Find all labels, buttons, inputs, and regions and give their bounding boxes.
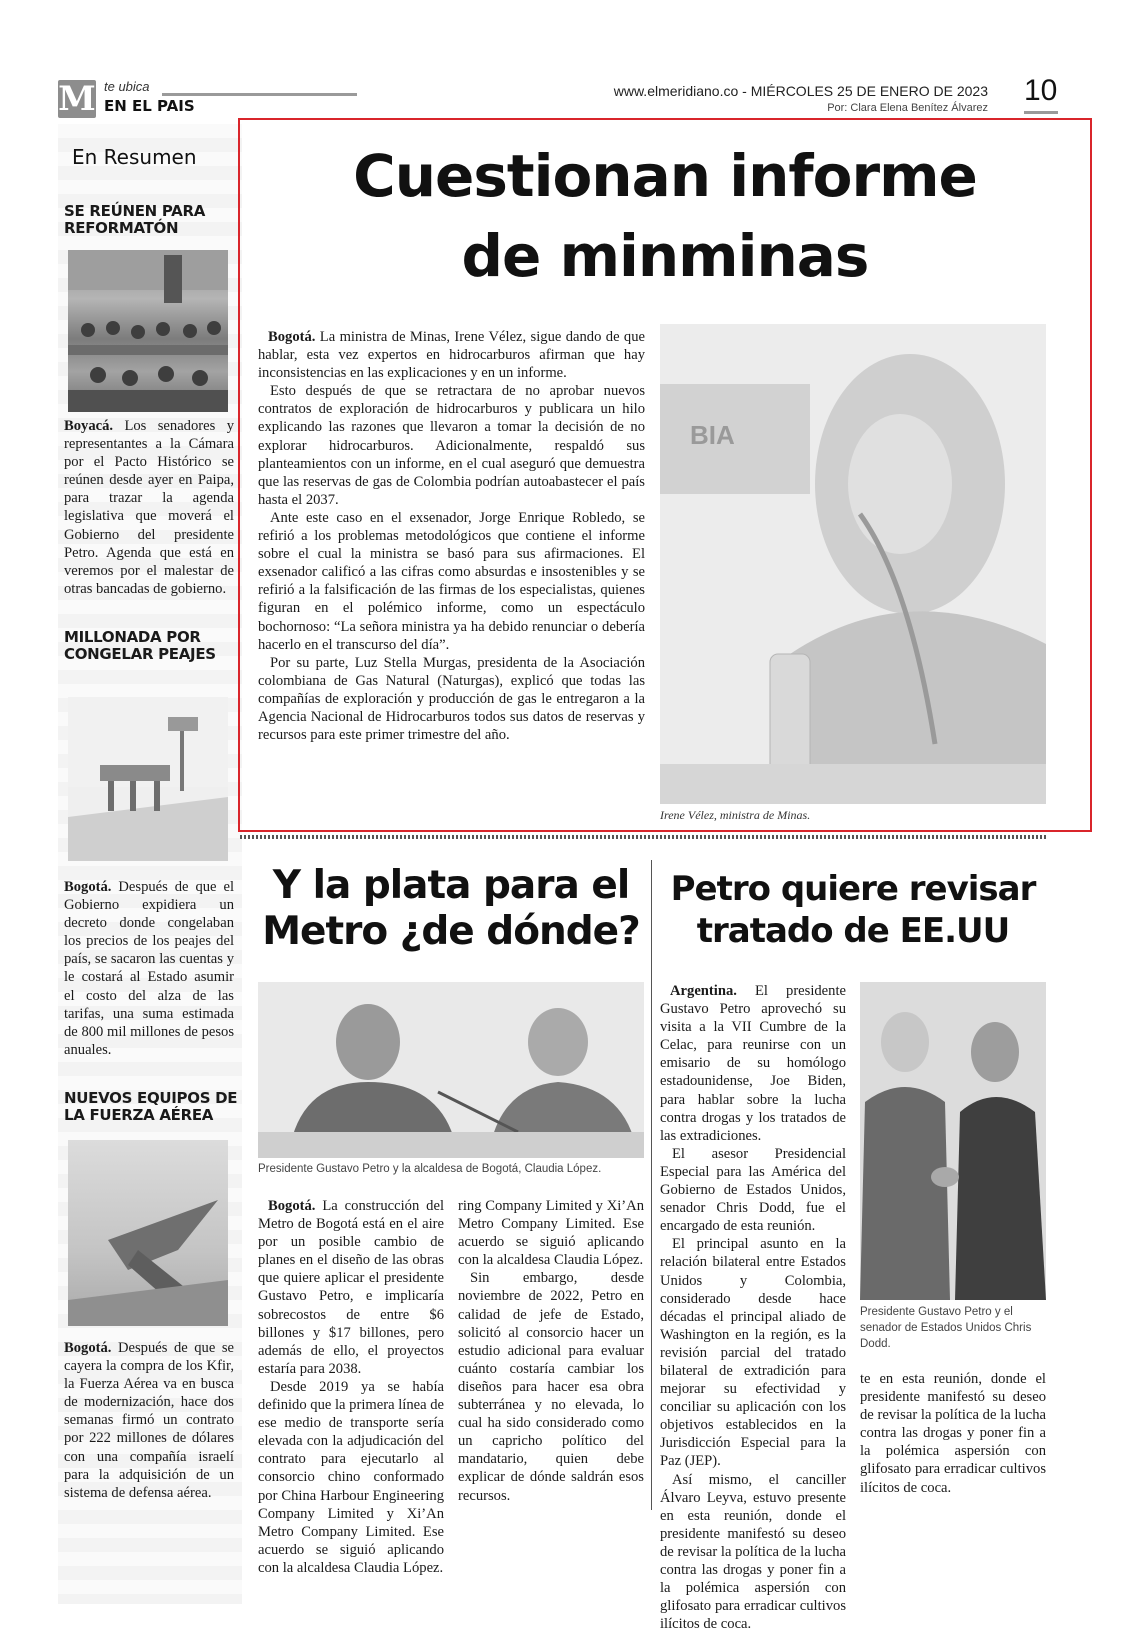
logo: M [58,79,96,119]
metro-body-col2: ring Company Limited y Xi’An Metro Company Limited. Ese acuerdo se siguió aplicando con la alcaldesa Claudia López. Sin embargo, desde noviembre de 2022, Petro en calidad de jefe de Estado, solicitó al consorcio hacer un estudio adicional para evaluar cuánto costaría cambiar los diseños para hacer esa obra subterránea y no elevada, lo cual ha sido considerado como un capricho político del mandatario, quien debe explicar de dónde saldrán esos recursos. [458,1198,644,1504]
tagline-rule [162,93,357,96]
toll-booth-image [68,697,228,861]
metro-continued: ring Company Limited y Xi’An Metro Company Limited. Ese acuerdo se siguió aplicando con la alcaldesa Claudia López. [458,1198,644,1269]
sidebar-item-heading: MILLONADA POR CONGELAR PEAJES [64,628,216,663]
main-article-body: Bogotá. La ministra de Minas, Irene Vélez, sigue dando de que hablar, esta vez expertos en hidrocarburos afirman que hay inconsistencias en las explicaciones y en un informe. Esto después de que se retractara de no aprobar nuevos contratos de exploración de hidrocarburos y publicara un hilo explicando las razones que llevaron a tomar la decisión de no explorar hidrocarburos. Adicionalmente, respaldó sus planteamientos con un informe, en el cual aseguró que demuestra que las reservas de gas de Colombia podrían autoabastecer el país hasta el 2037. Ante este caso en el exsenador, Jorge Enrique Robledo, se refirió a los problemas metodológicos que contiene el informe sobre el cual la ministra se basó para sus afirmaciones. El exsenador calificó a las cifras como absurdas e insostenibles y se refirió a la falsificación de las firmas de los especialistas, quienes figuran en el polémico informe, como un espectáculo bochornoso: “La señora ministra ya ha debido renunciar o debería hacerlo en el transcurso del día”. Por su parte, Luz Stella Murgas, presidenta de la Asociación colombiana de Gas Natural (Naturgas), explicó que todas las compañías de exploración y producción de gas le entregaron a la Agencia Nacional de Hidrocarburos todos sus datos de reservas y recursos para este primer trimestre del año. [258,329,645,744]
petro-continued: te en esta reunión, donde el presidente manifestó su deseo de revisar la política de la lucha contra las drogas y poner fin a la polémica aspersión con glifosato para erradicar cultivos ilícitos de coca. [860,1371,1046,1496]
petro-lopez-image [258,982,644,1158]
petro-lopez-caption: Presidente Gustavo Petro y la alcaldesa de Bogotá, Claudia López. [258,1163,602,1175]
metro-body-col1 [258,1197,444,1576]
petro-lopez-photo [258,982,644,1158]
senate-session-image [68,250,228,412]
site-date: www.elmeridiano.co - MIÉRCOLES 25 DE ENERO DE 2023 [613,83,988,99]
petro-headline: Petro quiere revisar tratado de EE.UU [670,869,1036,951]
sidebar-item-heading: SE REÚNEN PARA REFORMATÓN [64,202,206,237]
minister-photo [660,324,1046,804]
petro-dodd-image [860,982,1046,1300]
tagline: te ubica [104,79,150,94]
petro-body-col1: Argentina. El presidente Gustavo Petro aprovechó su visita a la VII Cumbre de la Celac, para reunirse con un emisario de su homólogo estadounidense, Joe Biden, para hablar sobre la lucha contra drogas y los tratados de las extradiciones. El asesor Presidencial Especial para las América del Gobierno de Estados Unidos, senador Chris Dodd, fue el encargado de esta reunión. El principal asunto en la relación bilateral entre Estados Unidos y Colombia, considerado desde hace décadas el principal aliado de Washington en la región, es la revisión parcial del tratado bilateral de extradición para mejorar su efectividad y conciliar su aplicación con los objetivos establecidos en la Jurisdicción Especial para la Paz (JEP). Así mismo, el canciller Álvaro Leyva, estuvo presente en esta reunión, donde el presidente manifestó su deseo de revisar la política de la lucha contra las drogas y poner fin a la polémica aspersión con glifosato para erradicar cultivos ilícitos de coca. [660,983,846,1633]
senate-session-photo [68,250,228,412]
petro-dodd-caption: Presidente Gustavo Petro y el senador de Estados Unidos Chris Dodd. [860,1306,1032,1350]
section-label: EN EL PAIS [104,97,195,115]
fighter-jet-photo [68,1140,228,1326]
section-divider [240,835,1046,839]
byline: Por: Clara Elena Benítez Álvarez [827,102,988,114]
sidebar-title: En Resumen [72,145,197,169]
minister-photo-caption: Irene Vélez, ministra de Minas. [660,808,811,822]
masthead [58,80,308,120]
sidebar-item-body: Boyacá. Los senadores y representantes a la Cámara por el Pacto Histórico se reúnen desde ayer en Paipa, para trazar la agenda legislativa que moverá el Gobierno del presidente Petro. Agenda que está en veremos por el malestar de otras bancadas de gobierno. [64,418,234,597]
fighter-jet-image [68,1140,228,1326]
toll-booth-photo [68,697,228,861]
sidebar-item-body: Bogotá. Después de que se cayera la compra de los Kfir, la Fuerza Aérea va en busca de modernización, hace dos semanas firmó un contrato por 222 millones de dólares con una compañía israelí para la adquisición de un sistema de defensa aérea. [64,1340,234,1501]
page-number-underline [1024,111,1058,114]
main-headline: Cuestionan informe de minminas [353,142,977,290]
flag-banner-text: BIA [690,420,735,450]
sidebar-item-body: Bogotá. Después de que el Gobierno expidiera un decreto donde congelaban los precios de los peajes del país, se sacaron las cuentas y le costará al Estado asumir el costo del alza de las tarifas, una suma estimada de 800 mil millones de pesos anuales. [64,879,234,1058]
sidebar-item-heading: NUEVOS EQUIPOS DE LA FUERZA AÉREA [64,1089,238,1124]
minister-image [660,324,1046,804]
metro-text: Bogotá. La construcción del Metro de Bogotá está en el aire por un posible cambio de planes en el diseño de las obras que quiere aplicar el presidente Gustavo Petro, e implicaría sobrecostos de entre $6 billones y $17 billones, pero además de ello, el proyectos estaría para 2038. Desde 2019 ya se había definido que la primera línea de ese medio de transporte sería elevada con la adjudicación del contrato para ejecutarlo al consorcio chino conformado por China Harbour Engineering Company Limited y Xi’An Metro Company Limited. Ese acuerdo se siguió aplicando con la alcaldesa Claudia López. [258,1198,444,1576]
page-number: 10 [1024,74,1058,107]
column-rule [651,860,652,1510]
metro-headline: Y la plata para el Metro ¿de dónde? [262,863,640,954]
petro-body-col2 [860,1370,1046,1497]
petro-dodd-photo [860,982,1046,1300]
